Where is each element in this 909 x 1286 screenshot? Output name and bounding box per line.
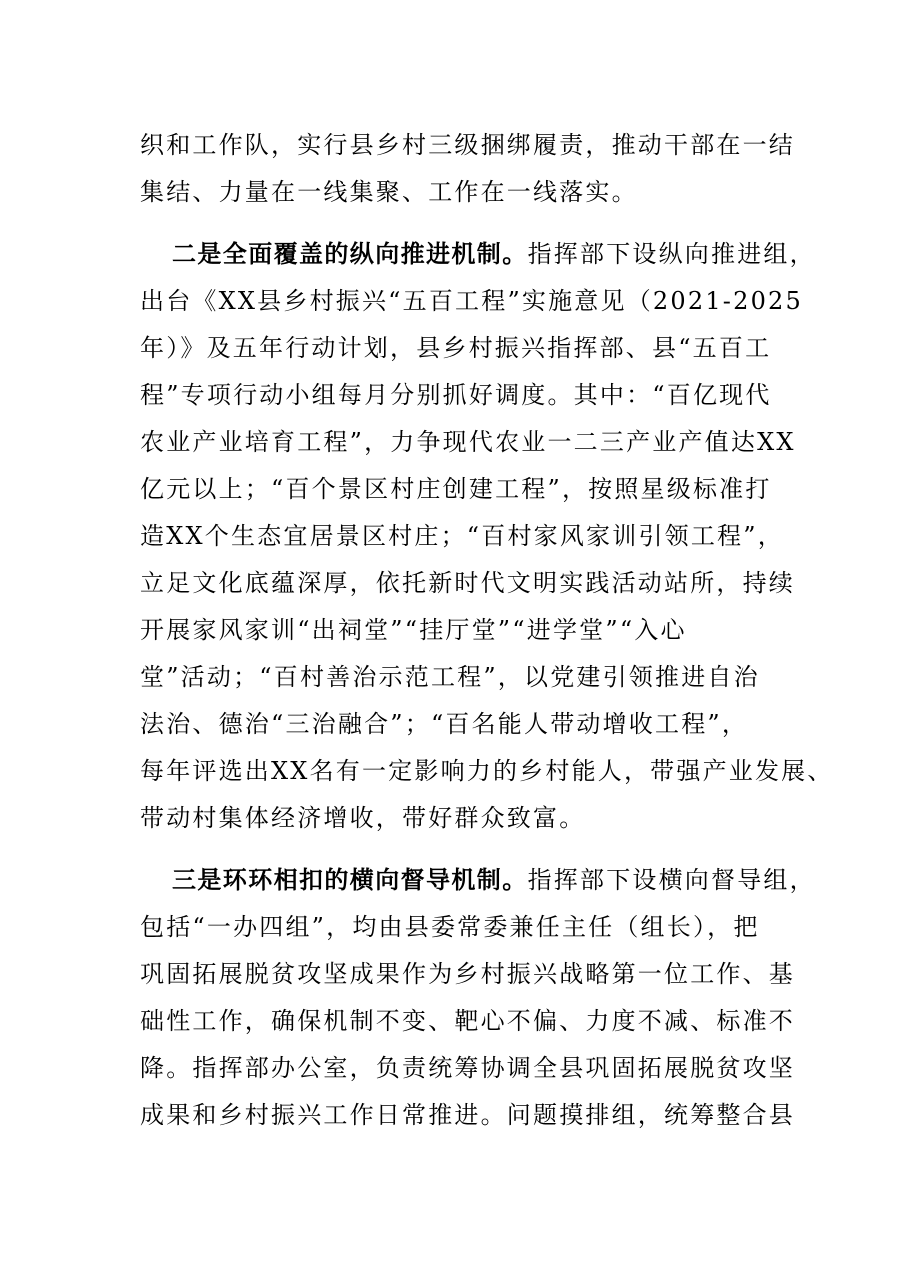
text-line: 集结、力量在一线集聚、工作在一线落实。 [140,178,638,206]
text-line: 程”专项行动小组每月分别抓好调度。其中：“百亿现代 [140,381,772,409]
text-line: 织和工作队，实行县乡村三级捆绑履责，推动干部在一结 [140,131,795,159]
paragraph-2-lead-text: 指挥部下设纵向推进组， [527,240,816,268]
paragraph-3-first-line [172,865,816,895]
text-line: 包括“一办四组”，均由县委常委兼任主任（组长），把 [140,913,760,941]
paragraph-3-lead-text: 指挥部下设横向督导组， [527,866,816,894]
text-line: 出台《XX县乡村振兴“五百工程”实施意见（2021-2025 [140,287,803,315]
text-line: 法治、德治“三治融合”；“百名能人带动增收工程”， [140,710,749,738]
text-line: 础性工作，确保机制不变、靶心不偏、力度不减、标准不 [140,1007,795,1035]
paragraph-3-heading: 三是环环相扣的横向督导机制。 [172,865,528,894]
text-line: 每年评选出XX名有一定影响力的乡村能人，带强产业发展、 [140,757,834,785]
text-line: 巩固拓展脱贫攻坚成果作为乡村振兴战略第一位工作、基 [140,960,795,988]
text-line: 亿元以上；“百个景区村庄创建工程”，按照星级标准打 [140,475,772,503]
text-line: 农业产业培育工程”，力争现代农业一二三产业产值达XX [140,428,796,456]
text-line: 造XX个生态宜居景区村庄；“百村家风家训引领工程”， [140,522,784,550]
text-line: 带动村集体经济增收，带好群众致富。 [140,804,586,832]
text-line: 降。指挥部办公室，负责统筹协调全县巩固拓展脱贫攻坚 [140,1054,795,1082]
paragraph-2-heading: 二是全面覆盖的纵向推进机制。 [172,239,528,268]
text-line: 年）》及五年行动计划，县乡村振兴指挥部、县“五百工 [140,334,772,362]
text-line: 开展家风家训“出祠堂”“挂厅堂”“进学堂”“入心 [140,616,687,644]
paragraph-2-first-line [172,239,816,269]
text-line: 立足文化底蕴深厚，依托新时代文明实践活动站所，持续 [140,569,795,597]
text-line: 成果和乡村振兴工作日常推进。问题摸排组，统筹整合县 [140,1101,795,1129]
text-line: 堂”活动；“百村善治示范工程”，以党建引领推进自治 [140,663,760,691]
